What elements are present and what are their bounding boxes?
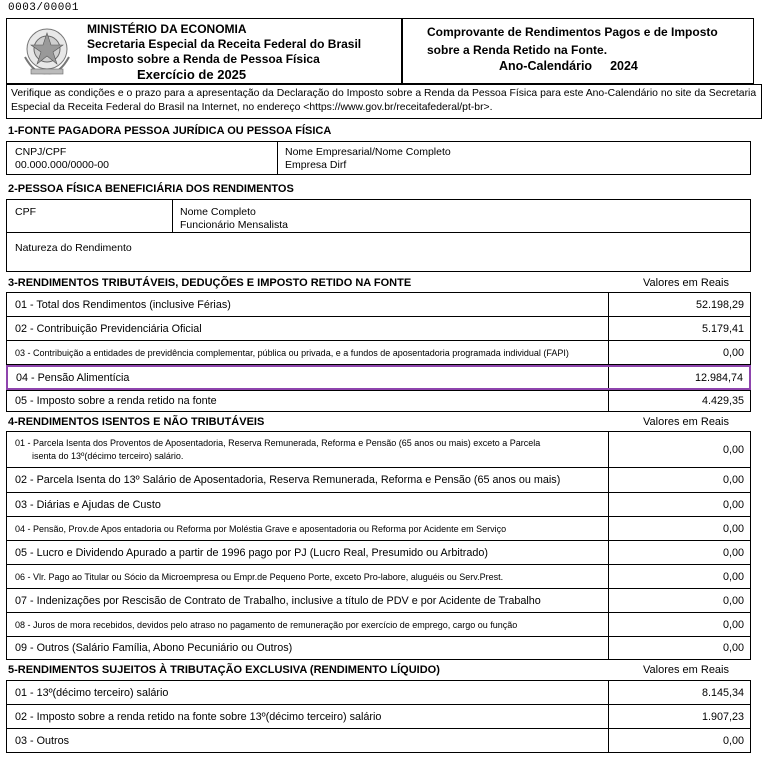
beneficiary-name-label: Nome Completo [180, 206, 256, 218]
nature-box [6, 232, 751, 272]
s4-row-02-value: 0,00 [722, 474, 744, 486]
s4-row-02 [6, 467, 751, 493]
document-title-line1: Comprovante de Rendimentos Pagos e de Imposto [427, 25, 718, 39]
s4-row-05-label: 05 - Lucro e Dividendo Apurado a partir de 1996 pago por PJ (Lucro Real, Presumido ou Arbitrado) [15, 546, 488, 559]
s3-row-05 [6, 390, 751, 412]
notice-text: Verifique as condições e o prazo para a apresentação da Declaração do Imposto sobre a Renda da Pessoa Física para este Ano-Calendário no site da Secretaria Especial da Receita Federal do Brasil na Internet, no endereço <https://www.gov.br/receitafederal/pt-br>. [6, 84, 762, 119]
nature-label: Natureza do Rendimento [15, 242, 132, 254]
section2-box [6, 199, 751, 233]
s4-row-05 [6, 540, 751, 565]
payer-cnpj-label: CNPJ/CPF [15, 146, 67, 158]
s4-row-08 [6, 612, 751, 637]
s4-row-01 [6, 431, 751, 468]
ministry-name: MINISTÉRIO DA ECONOMIA [87, 22, 247, 36]
s4-row-06 [6, 564, 751, 589]
s3-row-03-value: 0,00 [722, 346, 744, 359]
s4-row-09-label: 09 - Outros (Salário Família, Abono Pecuniário ou Outros) [15, 642, 293, 654]
s4-row-01-value: 0,00 [722, 443, 744, 456]
beneficiary-name-value: Funcionário Mensalista [180, 219, 288, 231]
s5-row-01 [6, 680, 751, 705]
section1-divider [277, 142, 278, 174]
section3-title: 3-RENDIMENTOS TRIBUTÁVEIS, DEDUÇÕES E IMPOSTO RETIDO NA FONTE [8, 277, 412, 289]
payer-cnpj [15, 146, 109, 172]
section2-title: 2-PESSOA FÍSICA BENEFICIÁRIA DOS RENDIMENTOS [8, 183, 294, 195]
tax-name: Imposto sobre a Renda de Pessoa Física [87, 52, 320, 66]
document-title-line2: sobre a Renda Retido na Fonte. [427, 43, 608, 57]
calendar-year-value: 2024 [610, 59, 638, 73]
s5-row-03-label: 03 - Outros [15, 734, 70, 747]
s4-row-07 [6, 588, 751, 613]
beneficiary-cpf-label: CPF [15, 206, 36, 218]
s4-row-08-value: 0,00 [722, 618, 744, 631]
s5-row-03 [6, 728, 751, 753]
document-title [427, 23, 747, 59]
header-text-block [87, 22, 361, 82]
calendar-year [499, 59, 638, 73]
header-identification-box [6, 18, 402, 84]
s5-row-01-value: 8.145,34 [701, 686, 744, 699]
s4-row-03-label: 03 - Diárias e Ajudas de Custo [15, 498, 161, 511]
s4-row-03-value: 0,00 [722, 498, 744, 511]
s4-row-02-label: 02 - Parcela Isenta do 13º Salário de Aposentadoria, Reserva Remunerada, Reforma e Pensão (65 anos ou mais) [15, 474, 561, 486]
payer-name-value: Empresa Dirf [285, 159, 347, 171]
s3-row-03-label: 03 - Contribuição a entidades de previdência complementar, pública ou privada, e a fundos de aposentadoria programada individual (FAPI) [15, 347, 569, 358]
s5-row-01-label: 01 - 13º(décimo terceiro) salário [15, 686, 169, 699]
s4-row-01-label-line2: isenta do 13º(décimo terceiro) salário. [32, 450, 184, 461]
s4-row-08-label: 08 - Juros de mora recebidos, devidos pelo atraso no pagamento de remuneração por exercício de emprego, cargo ou função [15, 619, 518, 630]
s4-row-05-value: 0,00 [722, 546, 744, 559]
section5-title: 5-RENDIMENTOS SUJEITOS À TRIBUTAÇÃO EXCLUSIVA (RENDIMENTO LÍQUIDO) [8, 664, 440, 676]
exercise-year: Exercício de 2025 [137, 67, 247, 82]
coat-of-arms-icon [17, 23, 77, 79]
section4-currency: Valores em Reais [643, 416, 729, 428]
section1-box [6, 141, 751, 175]
s4-row-06-label: 06 - Vlr. Pago ao Titular ou Sócio da Microempresa ou Empr.de Pequeno Porte, exceto Pro-labore, aluguéis ou Serv.Prest. [15, 571, 504, 582]
secretariat-name: Secretaria Especial da Receita Federal do Brasil [87, 37, 362, 51]
section1-title: 1-FONTE PAGADORA PESSOA JURÍDICA OU PESSOA FÍSICA [8, 125, 332, 137]
s5-row-02 [6, 704, 751, 729]
calendar-year-label: Ano-Calendário [499, 59, 593, 73]
s3-row-04-label: 04 - Pensão Alimentícia [16, 371, 130, 384]
document-code: 0003/00001 [8, 2, 80, 14]
s4-row-09 [6, 636, 751, 660]
s3-row-02 [6, 316, 751, 341]
s3-row-04-highlighted [6, 365, 751, 390]
s4-row-09-value: 0,00 [722, 642, 744, 654]
s3-row-01-value: 52.198,29 [695, 298, 744, 311]
s4-row-04 [6, 516, 751, 541]
section2-divider [172, 200, 173, 232]
s4-row-06-value: 0,00 [722, 570, 744, 583]
s3-row-05-value: 4.429,35 [701, 395, 744, 407]
section5-currency: Valores em Reais [643, 664, 729, 676]
s3-row-01-label: 01 - Total dos Rendimentos (inclusive Férias) [15, 298, 231, 311]
s3-row-01 [6, 292, 751, 317]
payer-name-label: Nome Empresarial/Nome Completo [285, 146, 451, 158]
s3-row-05-label: 05 - Imposto sobre a renda retido na fonte [15, 395, 217, 407]
s4-row-07-value: 0,00 [722, 594, 744, 607]
section3-currency: Valores em Reais [643, 277, 729, 289]
s5-row-02-value: 1.907,23 [701, 710, 744, 723]
s4-row-07-label: 07 - Indenizações por Rescisão de Contrato de Trabalho, inclusive a título de PDV e por Acidente de Trabalho [15, 594, 541, 607]
header-title-box [402, 18, 754, 84]
s4-row-01-label-line1: 01 - Parcela Isenta dos Proventos de Aposentadoria, Reserva Remunerada, Reforma e Pensão (65 anos ou mais) exceto a Parcela [15, 437, 541, 448]
s5-row-03-value: 0,00 [722, 734, 744, 747]
s4-row-04-label: 04 - Pensão, Prov.de Apos entadoria ou Reforma por Moléstia Grave e aposentadoria ou Reforma por Acidente em Serviço [15, 523, 507, 534]
s3-row-04-value: 12.984,74 [694, 371, 743, 384]
s3-row-03 [6, 340, 751, 365]
section4-title: 4-RENDIMENTOS ISENTOS E NÃO TRIBUTÁVEIS [8, 416, 265, 428]
payer-name [285, 146, 451, 172]
s5-row-02-label: 02 - Imposto sobre a renda retido na fonte sobre 13º(décimo terceiro) salário [15, 710, 382, 723]
s4-row-01-label [15, 432, 605, 467]
s4-row-03 [6, 492, 751, 517]
payer-cnpj-value: 00.000.000/0000-00 [15, 159, 110, 171]
s4-row-04-value: 0,00 [722, 522, 744, 535]
beneficiary-name [180, 206, 288, 232]
s3-row-02-label: 02 - Contribuição Previdenciária Oficial [15, 322, 202, 335]
s3-row-02-value: 5.179,41 [701, 322, 744, 335]
